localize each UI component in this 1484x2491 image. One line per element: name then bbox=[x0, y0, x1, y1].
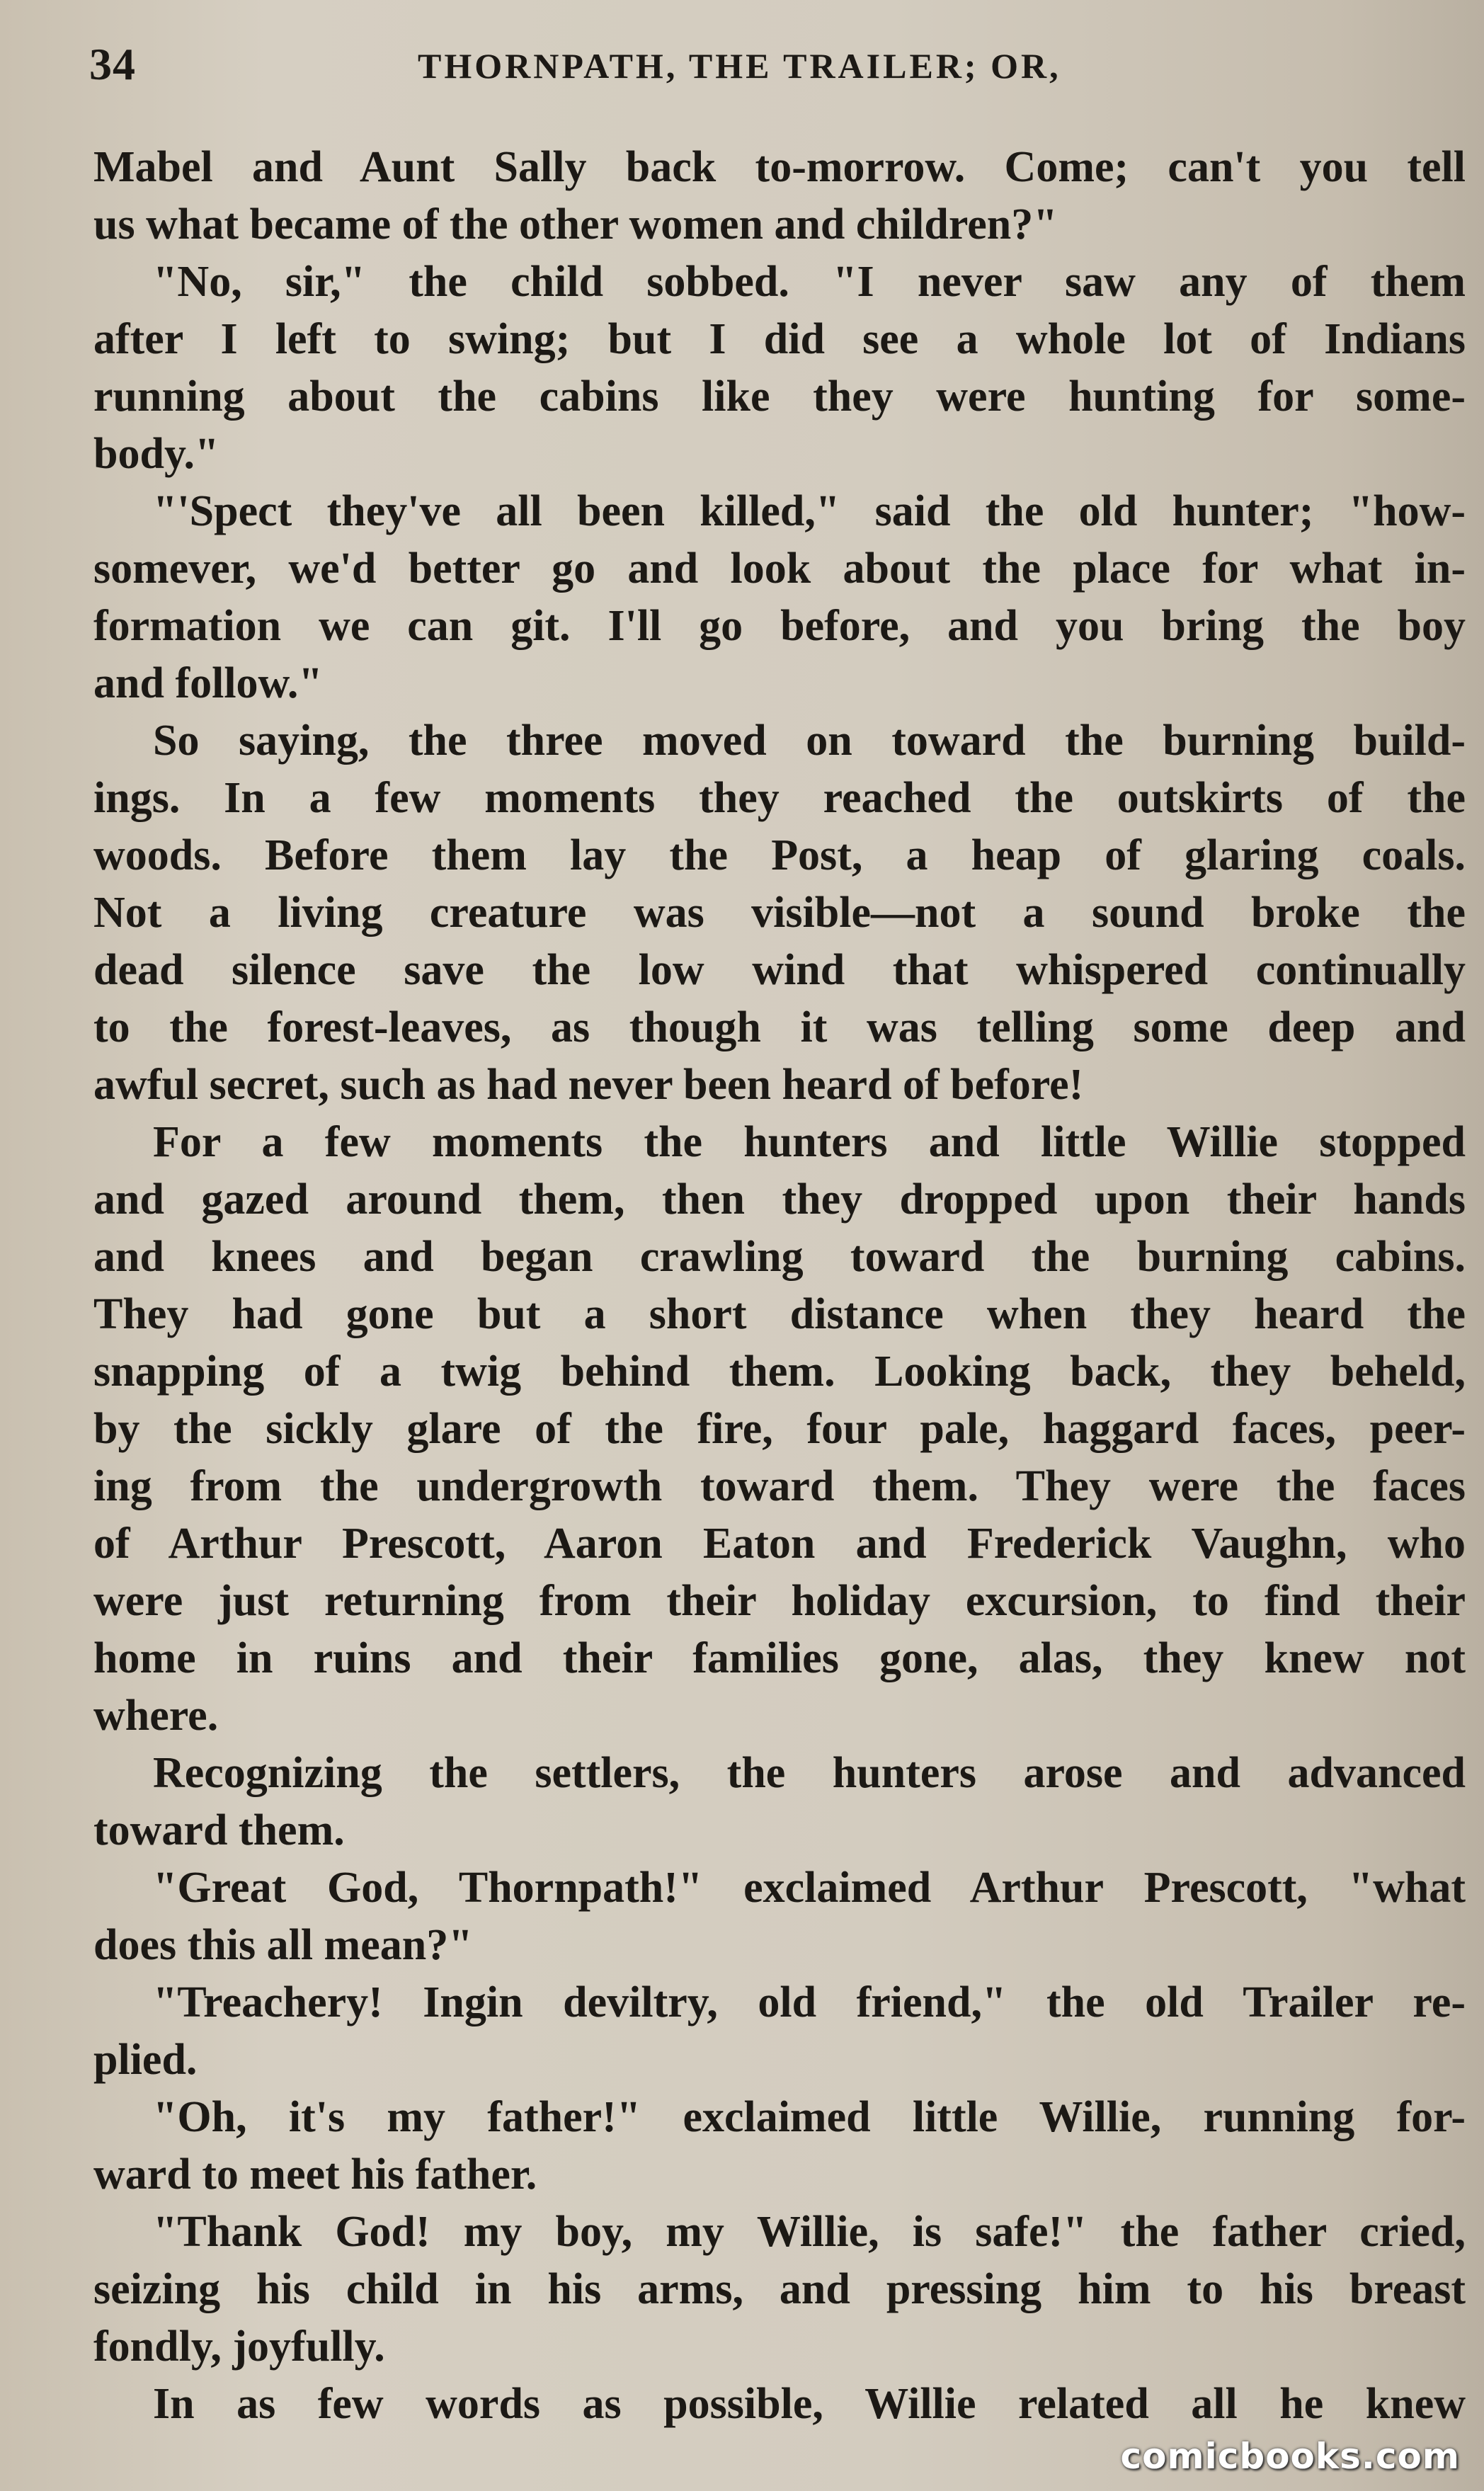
text-line: running about the cabins like they were hunting for some- bbox=[93, 372, 1466, 421]
text-line: In as few words as possible, Willie related all he knew bbox=[153, 2380, 1466, 2428]
text-line: where. bbox=[93, 1692, 219, 1740]
text-line: For a few moments the hunters and little Willie stopped bbox=[153, 1118, 1466, 1166]
text-line: ward to meet his father. bbox=[93, 2150, 537, 2199]
text-line: formation we can git. I'll go before, and you bring the boy bbox=[93, 602, 1466, 650]
text-line: body." bbox=[93, 430, 219, 478]
text-line: Recognizing the settlers, the hunters arose and advanced bbox=[153, 1749, 1466, 1797]
text-line: snapping of a twig behind them. Looking back, they beheld, bbox=[93, 1347, 1466, 1396]
text-line: and gazed around them, then they dropped upon their hands bbox=[93, 1175, 1466, 1224]
watermark: comicbooks.com bbox=[1120, 2436, 1460, 2477]
text-line: woods. Before them lay the Post, a heap of glaring coals. bbox=[93, 831, 1466, 879]
text-line: Mabel and Aunt Sally back to-morrow. Come; can't you tell bbox=[93, 143, 1466, 191]
text-line: "Thank God! my boy, my Willie, is safe!" the father cried, bbox=[153, 2208, 1466, 2256]
text-line: somever, we'd better go and look about the place for what in- bbox=[93, 545, 1466, 593]
text-line: seizing his child in his arms, and pressing him to his breast bbox=[93, 2265, 1466, 2313]
text-line: ing from the undergrowth toward them. They were the faces bbox=[93, 1462, 1466, 1510]
text-line: "Great God, Thornpath!" exclaimed Arthur Prescott, "what bbox=[153, 1864, 1466, 1912]
running-head: THORNPATH, THE TRAILER; OR, bbox=[418, 46, 1061, 86]
text-line: "Treachery! Ingin deviltry, old friend," the old Trailer re- bbox=[153, 1978, 1466, 2027]
text-line: and follow." bbox=[93, 659, 323, 707]
text-line: does this all mean?" bbox=[93, 1921, 473, 1969]
text-line: home in ruins and their families gone, alas, they knew not bbox=[93, 1634, 1466, 1682]
text-line: ings. In a few moments they reached the outskirts of the bbox=[93, 774, 1466, 822]
text-line: and knees and began crawling toward the burning cabins. bbox=[93, 1233, 1466, 1281]
body-text bbox=[93, 139, 1466, 2433]
text-line: after I left to swing; but I did see a whole lot of Indians bbox=[93, 315, 1466, 363]
text-line: Not a living creature was visible—not a sound broke the bbox=[93, 889, 1466, 937]
text-line: So saying, the three moved on toward the burning build- bbox=[153, 717, 1466, 765]
text-line: dead silence save the low wind that whispered continually bbox=[93, 946, 1466, 994]
page-number: 34 bbox=[89, 39, 136, 89]
text-line: by the sickly glare of the fire, four pale, haggard faces, peer- bbox=[93, 1405, 1466, 1453]
text-line: to the forest-leaves, as though it was telling some deep and bbox=[93, 1003, 1466, 1051]
text-line: "Oh, it's my father!" exclaimed little Willie, running for- bbox=[153, 2093, 1466, 2141]
text-line: They had gone but a short distance when they heard the bbox=[93, 1290, 1466, 1338]
text-line: toward them. bbox=[93, 1806, 345, 1854]
text-line: of Arthur Prescott, Aaron Eaton and Frederick Vaughn, who bbox=[93, 1520, 1466, 1568]
text-line: fondly, joyfully. bbox=[93, 2322, 385, 2371]
text-line: plied. bbox=[93, 2036, 198, 2084]
text-line: "No, sir," the child sobbed. "I never saw any of them bbox=[153, 258, 1466, 306]
text-line: were just returning from their holiday excursion, to find their bbox=[93, 1577, 1466, 1625]
text-line: awful secret, such as had never been heard of before! bbox=[93, 1061, 1084, 1109]
page-header bbox=[85, 34, 1416, 112]
text-line: "'Spect they've all been killed," said the old hunter; "how- bbox=[153, 487, 1466, 535]
text-line: us what became of the other women and children?" bbox=[93, 200, 1058, 249]
